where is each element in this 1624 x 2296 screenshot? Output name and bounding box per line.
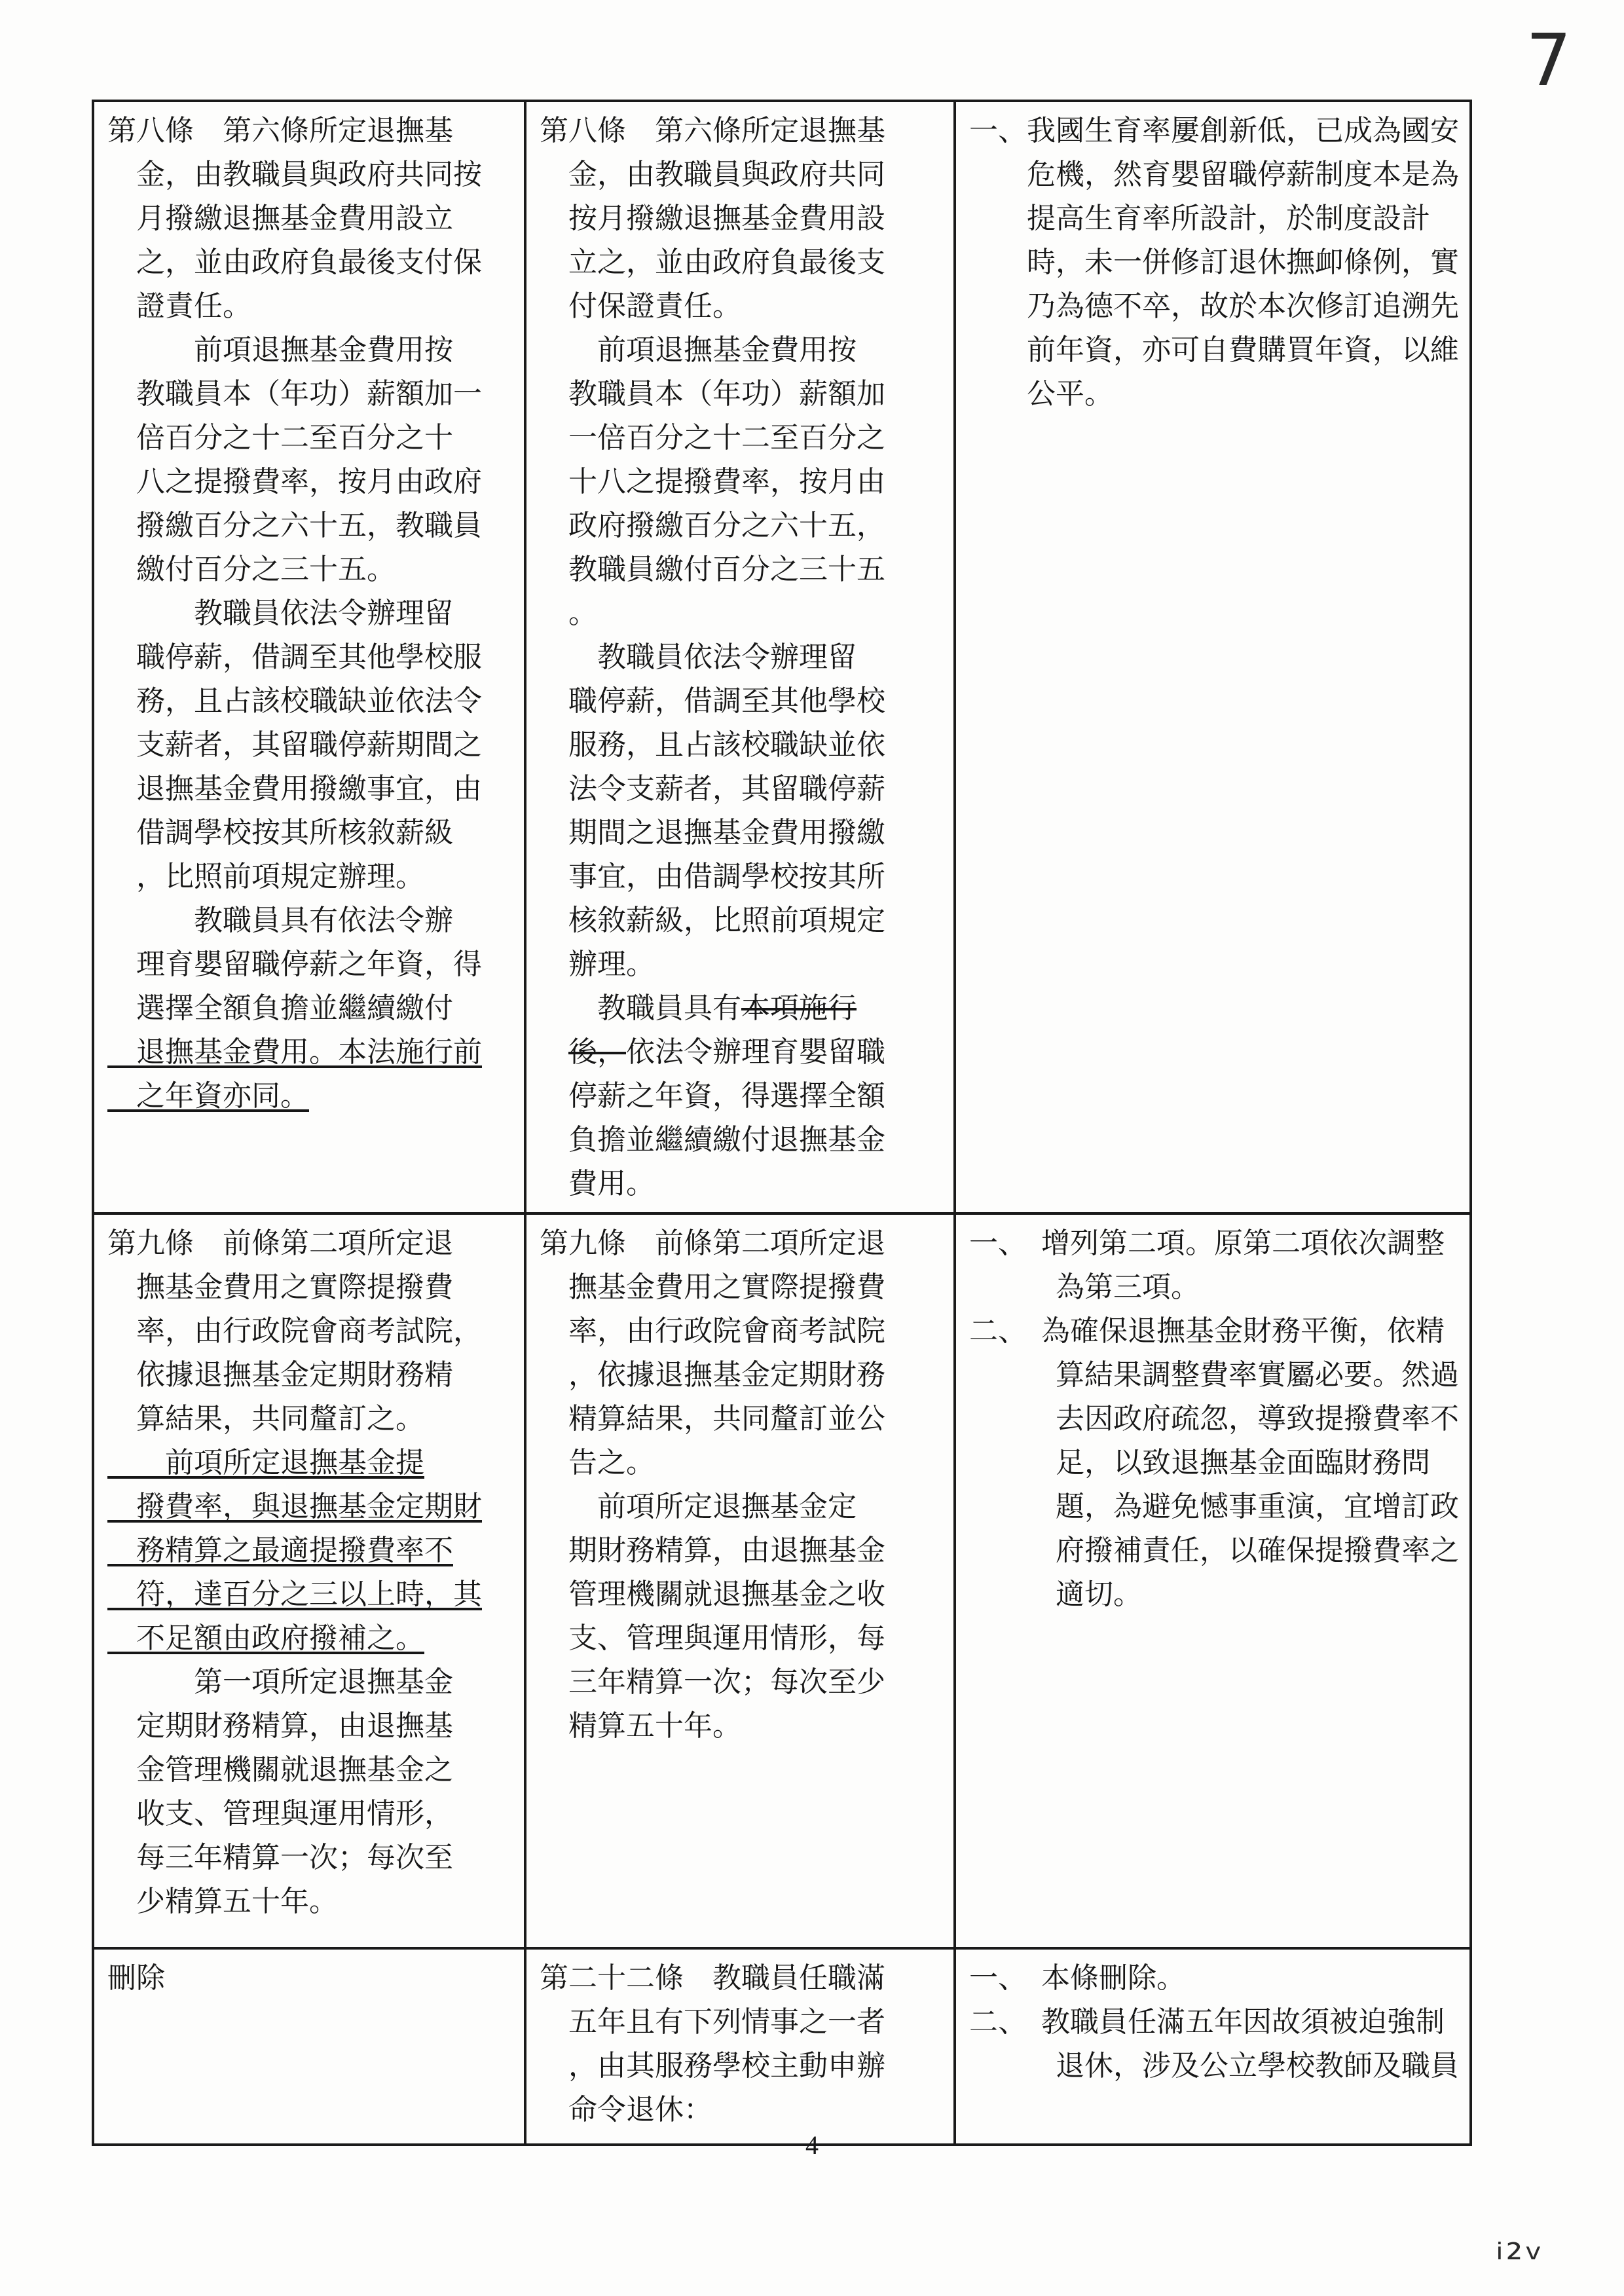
text-line: 去因政府疏忽，導致提撥費率不: [969, 1402, 1459, 1435]
amended-text: 撥費率，與退撫基金定期財: [107, 1490, 482, 1523]
text-line: 二、 為確保退撫基金財務平衡，依精: [969, 1314, 1445, 1348]
text-line: 期財務精算，由退撫基金: [540, 1534, 885, 1567]
current-text-cell: [525, 1948, 955, 2145]
text-line: 收支、管理與運用情形，: [107, 1797, 453, 1830]
struck-text: 教職員具有本項施行: [540, 991, 857, 1025]
text-line: 理育嬰留職停薪之年資，得: [107, 948, 482, 981]
text-line: 。: [540, 597, 597, 630]
text-line: 付保證責任。: [540, 289, 741, 323]
text-line: 題，為避免憾事重演，宜增訂政: [969, 1490, 1459, 1523]
text-line: 第九條 前條第二項所定退: [107, 1227, 453, 1260]
text-line: 一倍百分之十二至百分之: [540, 421, 885, 454]
text-line: 借調學校按其所核敘薪級: [107, 816, 453, 849]
explanation-cell: [955, 1213, 1471, 1948]
text-line: 職停薪，借調至其他學校服: [107, 640, 482, 674]
text-line: 撥繳百分之六十五，教職員: [107, 509, 482, 542]
text-line: 告之。: [540, 1446, 655, 1479]
text-line: 教職員依法令辦理留: [540, 640, 857, 674]
text-line: 第一項所定退撫基金: [107, 1665, 453, 1699]
text-line: 一、我國生育率屢創新低，已成為國安: [969, 114, 1459, 147]
amended-text: 之年資亦同。: [107, 1079, 309, 1113]
text-line: 二、 教職員任滿五年因故須被迫強制: [969, 2005, 1445, 2039]
text-line: 金，由教職員與政府共同: [540, 158, 885, 191]
deleted-text: 後，: [568, 1035, 626, 1069]
table-row-article-9: [93, 1213, 1471, 1948]
text-line: 危機，然育嬰留職停薪制度本是為: [969, 158, 1459, 191]
table-row-article-22: [93, 1948, 1471, 2145]
text-line: 職停薪，借調至其他學校: [540, 684, 885, 718]
text-line: 事宜，由借調學校按其所: [540, 860, 885, 893]
text-line: ，依據退撫基金定期財務: [540, 1358, 885, 1392]
amended-text: 符，達百分之三以上時，其: [107, 1578, 482, 1611]
handwritten-corner-mark: ᵢ₂ᵥ: [1496, 2221, 1545, 2270]
text-line: 前項退撫基金費用按: [107, 333, 453, 367]
table-row-article-8: [93, 101, 1471, 1213]
text-line: 停薪之年資，得選擇全額: [540, 1079, 885, 1113]
proposed-text-cell: [93, 1948, 525, 2145]
current-text-cell: [525, 1213, 955, 1948]
amended-text: 不足額由政府撥補之。: [107, 1621, 424, 1655]
text-line: 支薪者，其留職停薪期間之: [107, 728, 482, 762]
text-line: 第八條 第六條所定退撫基: [107, 114, 453, 147]
text-line: 繳付百分之三十五。: [107, 553, 396, 586]
text-line: 費用。: [540, 1167, 655, 1200]
text-line: 核敘薪級，比照前項規定: [540, 904, 885, 937]
text-line: 金，由教職員與政府共同按: [107, 158, 482, 191]
text-line: 時，未一併修訂退休撫卹條例，實: [969, 246, 1459, 279]
text-line: 足，以致退撫基金面臨財務問: [969, 1446, 1430, 1479]
amended-text: 務精算之最適提撥費率不: [107, 1534, 453, 1567]
text-line: 率，由行政院會商考試院: [540, 1314, 885, 1348]
text-line: 每三年精算一次；每次至: [107, 1841, 453, 1874]
text-line: 依據退撫基金定期財務精: [107, 1358, 453, 1392]
text-line: 支、管理與運用情形，每: [540, 1621, 885, 1655]
text-line: 精算結果，共同釐訂並公: [540, 1402, 885, 1435]
text-line: 服務，且占該校職缺並依: [540, 728, 885, 762]
text-line: 第八條 第六條所定退撫基: [540, 114, 885, 147]
text-line: 十八之提撥費率，按月由: [540, 465, 885, 498]
text-line: 按月撥繳退撫基金費用設: [540, 202, 885, 235]
text-line: 一、 增列第二項。原第二項依次調整: [969, 1227, 1445, 1260]
text-line: 金管理機關就退撫基金之: [107, 1753, 453, 1787]
text-line: 前年資，亦可自費購買年資，以維: [969, 333, 1459, 367]
text-line: 少精算五十年。: [107, 1885, 338, 1918]
text-line: 乃為德不卒，故於本次修訂追溯先: [969, 289, 1459, 323]
text-line: 第二十二條 教職員任職滿: [540, 1961, 885, 1995]
struck-text: 後，依法令辦理育嬰留職: [568, 1035, 885, 1069]
text-line: 第九條 前條第二項所定退: [540, 1227, 885, 1260]
text-line: 教職員具有依法令辦: [107, 904, 453, 937]
text-line: ，比照前項規定辦理。: [107, 860, 424, 893]
deleted-text: 本項施行: [741, 991, 857, 1025]
text-line: 算結果，共同釐訂之。: [107, 1402, 424, 1435]
current-text-cell: [525, 101, 955, 1213]
text-line: 前項所定退撫基金定: [540, 1490, 857, 1523]
text-line: 之，並由政府負最後支付保: [107, 246, 482, 279]
page-number: 4: [805, 2130, 819, 2160]
explanation-cell: [955, 101, 1471, 1213]
text-line: 撫基金費用之實際提撥費: [540, 1270, 885, 1304]
text-line: 辦理。: [540, 948, 655, 981]
text-line: 提高生育率所設計，於制度設計: [969, 202, 1430, 235]
text-line: 管理機關就退撫基金之收: [540, 1578, 885, 1611]
text-line: 定期財務精算，由退撫基: [107, 1709, 453, 1743]
text-line: 教職員依法令辦理留: [107, 597, 453, 630]
text-line: 為第三項。: [969, 1270, 1200, 1304]
text-line: 公平。: [969, 377, 1113, 411]
text-line: 算結果調整費率實屬必要。然過: [969, 1358, 1459, 1392]
text-line: 適切。: [969, 1578, 1142, 1611]
text-line: 退休，涉及公立學校教師及職員: [969, 2049, 1459, 2083]
text-line: 率，由行政院會商考試院，: [107, 1314, 482, 1348]
text-line: 立之，並由政府負最後支: [540, 246, 885, 279]
proposed-text-cell: [93, 1213, 525, 1948]
text-line: 刪除: [107, 1961, 165, 1995]
text-line: 教職員本（年功）薪額加: [540, 377, 885, 411]
text-line: 教職員本（年功）薪額加一: [107, 377, 482, 411]
text-line: 府撥補責任，以確保提撥費率之: [969, 1534, 1459, 1567]
text-line: 務，且占該校職缺並依法令: [107, 684, 482, 718]
text-line: 月撥繳退撫基金費用設立: [107, 202, 453, 235]
text-line: 撫基金費用之實際提撥費: [107, 1270, 453, 1304]
text-line: 三年精算一次；每次至少: [540, 1665, 885, 1699]
text-line: 期間之退撫基金費用撥繳: [540, 816, 885, 849]
text-line: 倍百分之十二至百分之十: [107, 421, 453, 454]
text-line: 八之提撥費率，按月由政府: [107, 465, 482, 498]
amendment-comparison-table: [92, 100, 1472, 2146]
proposed-text-cell: [93, 101, 525, 1213]
text-line: 五年且有下列情事之一者: [540, 2005, 885, 2039]
amended-text: 前項所定退撫基金提: [107, 1446, 424, 1479]
text-line: 前項退撫基金費用按: [540, 333, 857, 367]
text-line: 負擔並繼續繳付退撫基金: [540, 1123, 885, 1157]
text-line: 選擇全額負擔並繼續繳付: [107, 991, 453, 1025]
text-line: 政府撥繳百分之六十五，: [540, 509, 885, 542]
text-line: 一、 本條刪除。: [969, 1961, 1185, 1995]
explanation-cell: [955, 1948, 1471, 2145]
text-line: 證責任。: [107, 289, 251, 323]
text-line: 退撫基金費用撥繳事宜，由: [107, 772, 482, 805]
text-line: ，由其服務學校主動申辦: [540, 2049, 885, 2083]
text-line: 教職員繳付百分之三十五: [540, 553, 885, 586]
text-line: 命令退休：: [540, 2093, 712, 2126]
amended-text: 退撫基金費用。本法施行前: [107, 1035, 482, 1069]
text-line: 法令支薪者，其留職停薪: [540, 772, 885, 805]
text-line: 精算五十年。: [540, 1709, 741, 1743]
handwritten-page-mark: 7: [1526, 18, 1572, 102]
